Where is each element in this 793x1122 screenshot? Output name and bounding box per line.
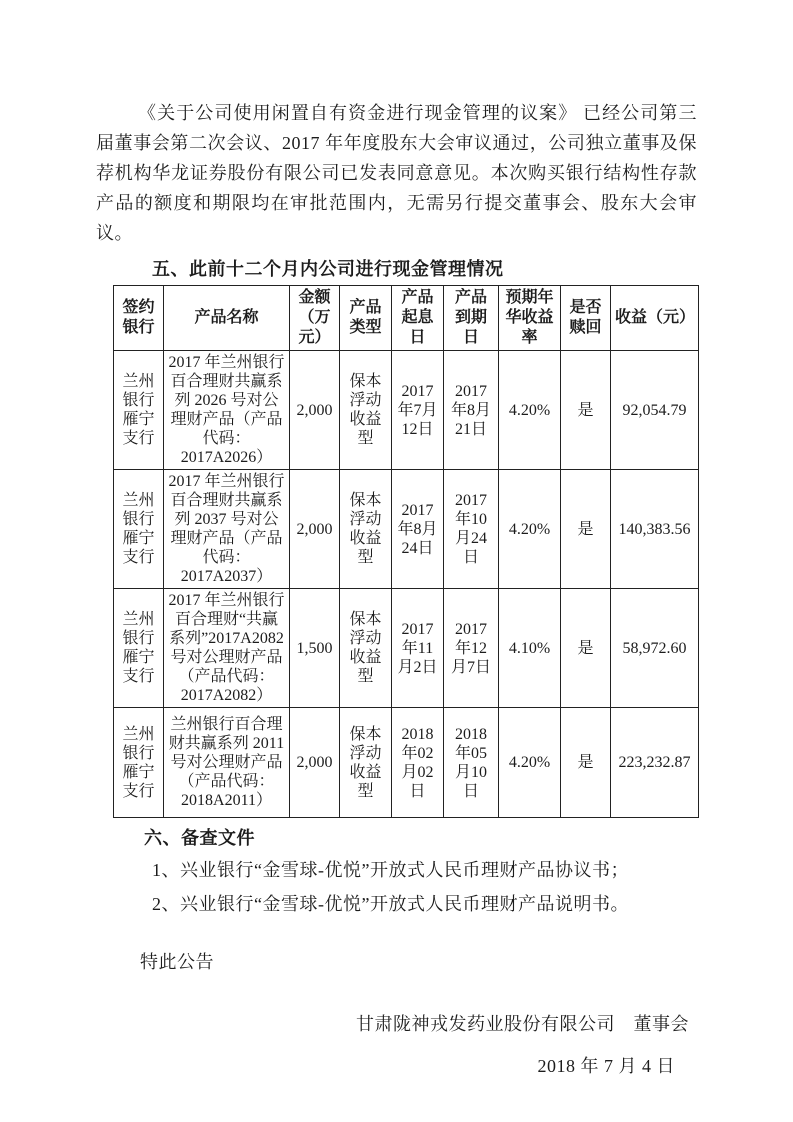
col-header-maturity-date: 产品到期日 [444,286,499,351]
cell-amount: 2,000 [290,708,340,818]
cell-income: 223,232.87 [611,708,699,818]
cell-product-type: 保本浮动收益型 [340,470,392,589]
cell-amount: 2,000 [290,470,340,589]
cell-bank: 兰州银行雁宁支行 [114,470,164,589]
reference-document-item-1: 1、兴业银行“金雪球-优悦”开放式人民币理财产品协议书； [152,860,629,880]
cell-redeemed: 是 [561,470,611,589]
table-row [114,589,699,708]
reference-document-item-2: 2、兴业银行“金雪球-优悦”开放式人民币理财产品说明书。 [152,894,629,914]
closing-statement: 特此公告 [140,952,214,972]
cell-product-name: 兰州银行百合理财共赢系列 2011 号对公理财产品（产品代码：2018A2011） [164,708,290,818]
cell-product-name: 2017 年兰州银行百合理财“共赢系列”2017A2082 号对公理财产品（产品代码：2017A2082） [164,589,290,708]
cell-expected-yield: 4.20% [499,351,561,470]
cell-maturity-date: 2017年12月7日 [444,589,499,708]
section-5-heading: 五、此前十二个月内公司进行现金管理情况 [152,259,504,279]
signature-company: 甘肃陇神戎发药业股份有限公司 董事会 [356,1014,689,1034]
cell-expected-yield: 4.20% [499,708,561,818]
cell-product-name: 2017 年兰州银行百合理财共赢系列 2026 号对公理财产品（产品代码：2017A2026） [164,351,290,470]
table-row [114,470,699,589]
col-header-income: 收益（元） [611,286,699,351]
cell-bank: 兰州银行雁宁支行 [114,351,164,470]
cell-maturity-date: 2017年8月21日 [444,351,499,470]
cell-start-date: 2017年11月2日 [392,589,444,708]
section-6-heading: 六、备查文件 [144,828,255,848]
cell-maturity-date: 2017年10月24日 [444,470,499,589]
cell-amount: 2,000 [290,351,340,470]
col-header-product-name: 产品名称 [164,286,290,351]
col-header-product-type: 产品类型 [340,286,392,351]
cell-income: 140,383.56 [611,470,699,589]
col-header-bank: 签约银行 [114,286,164,351]
col-header-start-date: 产品起息日 [392,286,444,351]
cell-product-type: 保本浮动收益型 [340,708,392,818]
cell-redeemed: 是 [561,351,611,470]
col-header-amount: 金额（万元） [290,286,340,351]
col-header-redeemed: 是否赎回 [561,286,611,351]
cell-redeemed: 是 [561,708,611,818]
cell-product-type: 保本浮动收益型 [340,351,392,470]
cell-maturity-date: 2018年05月10日 [444,708,499,818]
col-header-expected-yield: 预期年华收益率 [499,286,561,351]
cell-product-name: 2017 年兰州银行百合理财共赢系列 2037 号对公理财产品（产品代码：2017A2037） [164,470,290,589]
signature-date: 2018 年 7 月 4 日 [537,1056,675,1076]
intro-paragraph: 《关于公司使用闲置自有资金进行现金管理的议案》 已经公司第三届董事会第二次会议、2017 年年度股东大会审议通过，公司独立董事及保荐机构华龙证券股份有限公司已发表同意意见。本次购买银行结构性存款产品的额度和期限均在审批范围内，无需另行提交董事会、股东大会审议。 [96,103,697,243]
cell-expected-yield: 4.20% [499,470,561,589]
cell-bank: 兰州银行雁宁支行 [114,589,164,708]
table-header-row [114,286,699,351]
cell-income: 58,972.60 [611,589,699,708]
cell-start-date: 2018年02月02日 [392,708,444,818]
table-row [114,708,699,818]
cell-redeemed: 是 [561,589,611,708]
cash-management-table [113,285,699,818]
cell-bank: 兰州银行雁宁支行 [114,708,164,818]
cell-expected-yield: 4.10% [499,589,561,708]
cell-amount: 1,500 [290,589,340,708]
table-row [114,351,699,470]
cell-start-date: 2017年8月24日 [392,470,444,589]
cell-income: 92,054.79 [611,351,699,470]
cell-product-type: 保本浮动收益型 [340,589,392,708]
cell-start-date: 2017年7月12日 [392,351,444,470]
